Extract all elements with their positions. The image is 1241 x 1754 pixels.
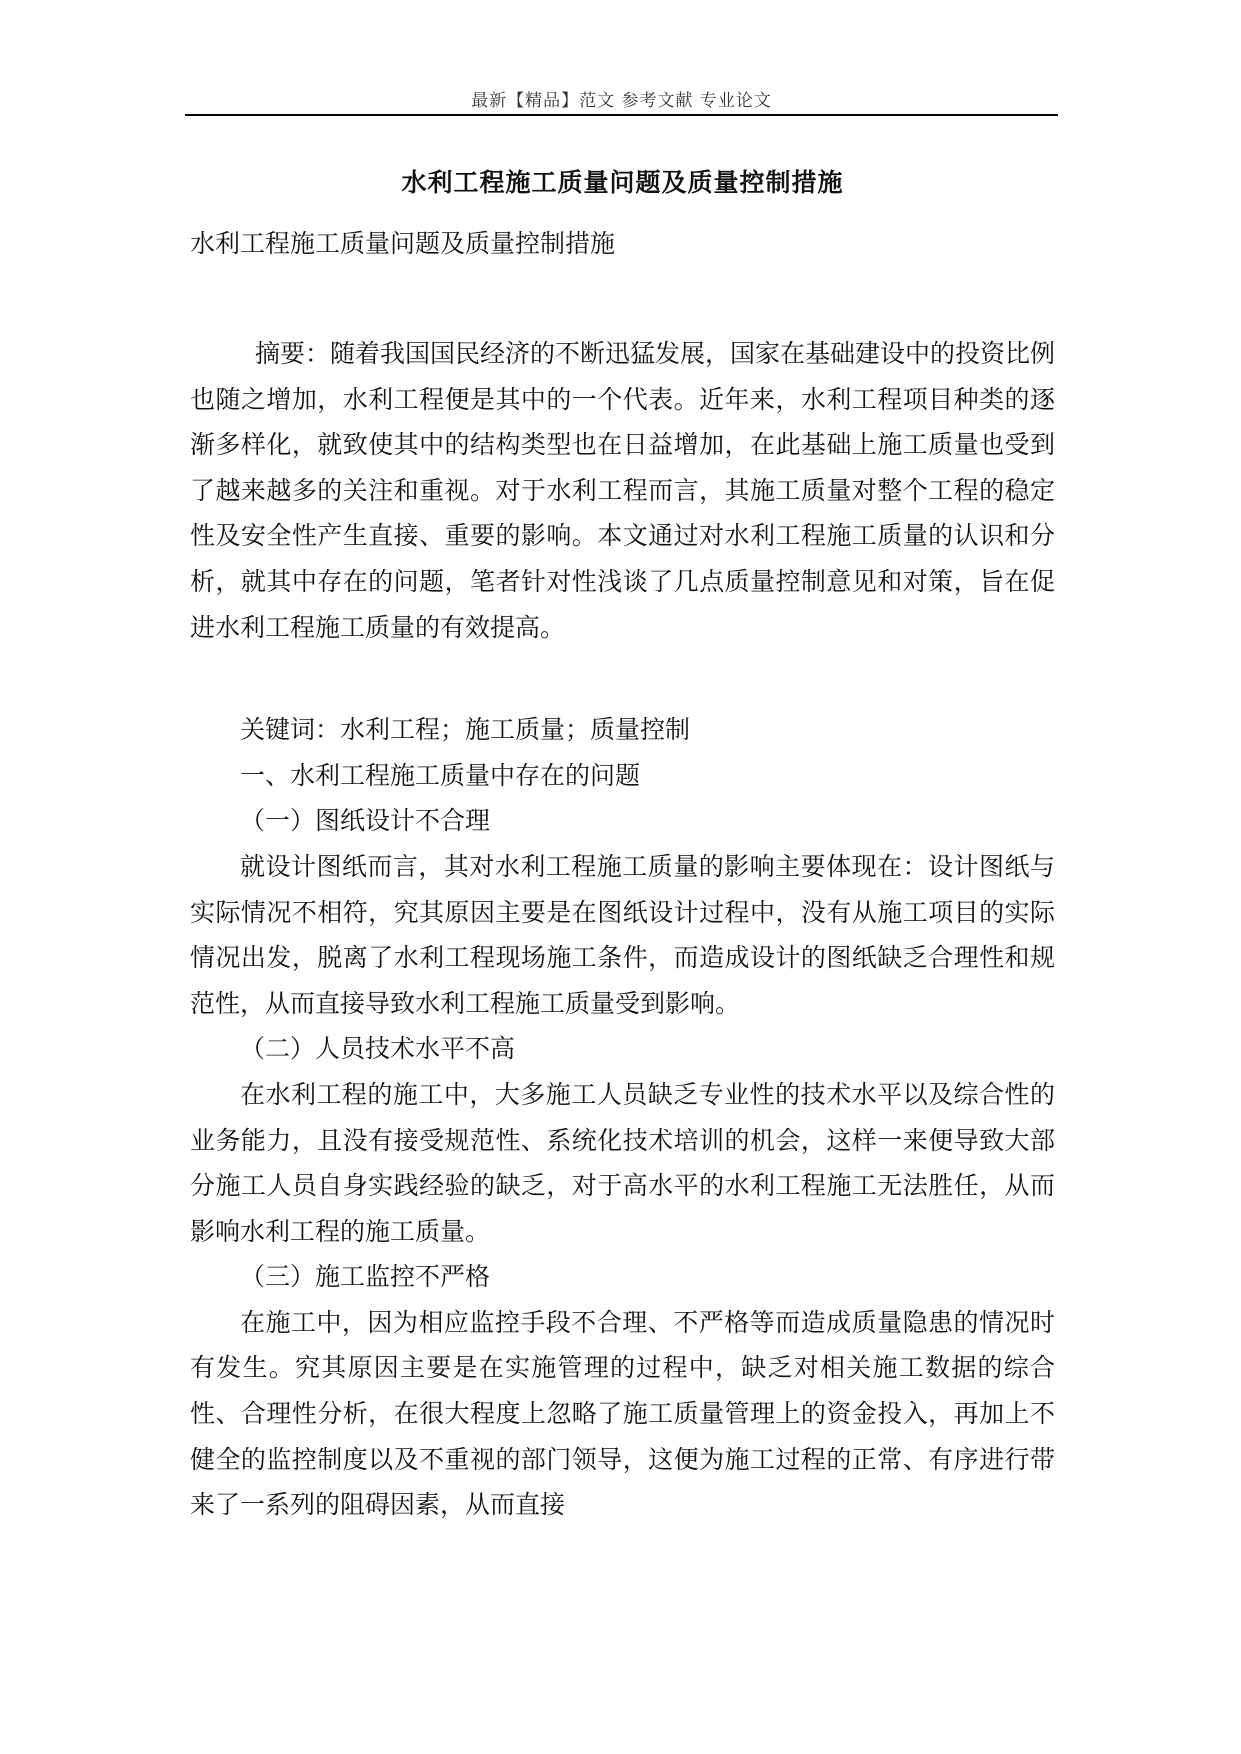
subsection-heading-personnel: （二）人员技术水平不高: [240, 1034, 516, 1064]
header-rule: [185, 114, 1058, 116]
section-heading-problems: 一、水利工程施工质量中存在的问题: [240, 760, 641, 790]
document-body: [190, 160, 1055, 1528]
abstract-paragraph: 摘要：随着我国国民经济的不断迅猛发展，国家在基础建设中的投资比例也随之增加，水利工程便是其中的一个代表。近年来，水利工程项目种类的逐渐多样化，就致使其中的结构类型也在日益增加，在此基础上施工质量也受到了越来越多的关注和重视。对于水利工程而言，其施工质量对整个工程的稳定性及安全性产生直接、重要的影响。本文通过对水利工程施工质量的认识和分析，就其中存在的问题，笔者针对性浅谈了几点质量控制意见和对策，旨在促进水利工程施工质量的有效提高。: [190, 339, 1056, 642]
document-title: 水利工程施工质量问题及质量控制措施: [401, 168, 844, 197]
running-header: 最新【精品】范文 参考文献 专业论文: [471, 91, 772, 111]
subsection-text-personnel: 在水利工程的施工中，大多施工人员缺乏专业性的技术水平以及综合性的业务能力，且没有接受规范性、系统化技术培训的机会，这样一来便导致大部分施工人员自身实践经验的缺乏，对于高水平的水利工程施工无法胜任，从而影响水利工程的施工质量。: [190, 1079, 1055, 1246]
keywords-line: 关键词：水利工程；施工质量；质量控制: [240, 715, 691, 745]
subsection-heading-monitoring: （三）施工监控不严格: [240, 1262, 491, 1292]
subsection-text-monitoring: 在施工中，因为相应监控手段不合理、不严格等而造成质量隐患的情况时有发生。究其原因主要是在实施管理的过程中，缺乏对相关施工数据的综合性、合理性分析，在很大程度上忽略了施工质量管理上的资金投入，再加上不健全的监控制度以及不重视的部门领导，这便为施工过程的正常、有序进行带来了一系列的阻碍因素，从而直接: [190, 1307, 1055, 1520]
subsection-heading-design: （一）图纸设计不合理: [240, 806, 491, 836]
document-subtitle: 水利工程施工质量问题及质量控制措施: [190, 229, 616, 258]
subsection-text-design: 就设计图纸而言，其对水利工程施工质量的影响主要体现在：设计图纸与实际情况不相符，究其原因主要是在图纸设计过程中，没有从施工项目的实际情况出发，脱离了水利工程现场施工条件，而造成设计的图纸缺乏合理性和规范性，从而直接导致水利工程施工质量受到影响。: [190, 851, 1055, 1018]
